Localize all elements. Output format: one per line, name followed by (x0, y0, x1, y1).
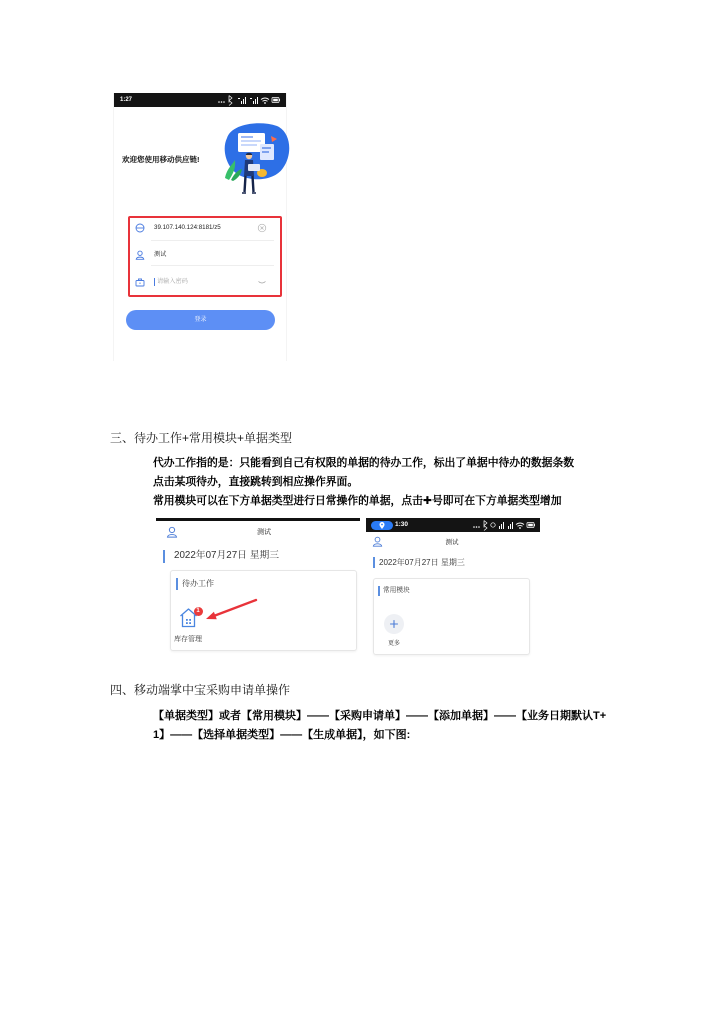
section-3-line-1: 代办工作指的是：只能看到自己有权限的单据的待办工作，标出了单据中待办的数据条数 (153, 457, 575, 469)
server-icon (135, 223, 145, 233)
status-time: 1:27 (120, 97, 133, 103)
clear-icon[interactable] (257, 223, 267, 233)
date-accent-bar (373, 557, 375, 568)
status-time: 1:30 (395, 521, 409, 528)
text-cursor (154, 278, 155, 286)
login-screenshot (113, 93, 287, 361)
date-text: 2022年07月27日 星期三 (174, 550, 280, 561)
location-icon (379, 522, 385, 529)
add-module-button[interactable] (384, 614, 404, 634)
status-bar (114, 93, 286, 107)
todo-screenshot (156, 518, 360, 658)
server-address-input[interactable] (134, 220, 274, 236)
user-icon (135, 250, 145, 260)
status-icons (217, 93, 281, 107)
page-title: 测试 (445, 539, 459, 546)
username-value: 测试 (154, 251, 167, 258)
location-pill (371, 521, 393, 530)
section-4-heading: 四、移动端掌中宝采购申请单操作 (110, 683, 291, 697)
login-button[interactable]: 登录 (126, 310, 275, 330)
username-input[interactable] (134, 247, 274, 263)
section-4-line-2: 1】——【选择单据类型】——【生成单据】，如下图: (153, 729, 411, 741)
password-placeholder: 请输入密码 (157, 278, 188, 285)
more-modules-button[interactable] (380, 612, 412, 652)
welcome-text: 欢迎您使用移动供应链! (122, 155, 200, 164)
modules-card (373, 578, 530, 655)
chevron-down-icon[interactable] (257, 277, 267, 287)
more-label: 更多 (388, 641, 401, 647)
server-address-value: 39.107.140.124:8181/z5 (154, 224, 221, 231)
divider (151, 265, 274, 266)
card-accent-bar (378, 586, 380, 596)
status-bar (366, 518, 540, 532)
todo-item-label: 库存管理 (174, 636, 202, 643)
user-icon[interactable] (372, 536, 383, 547)
section-3-line-2: 点击某项待办，直接跳转到相应操作界面。 (153, 476, 359, 488)
divider (151, 240, 274, 241)
password-input[interactable] (134, 274, 274, 290)
status-icons (472, 518, 536, 532)
card-title: 待办工作 (182, 579, 214, 588)
welcome-illustration (219, 120, 291, 195)
date-text: 2022年07月27日 星期三 (379, 558, 465, 567)
modules-screenshot (366, 518, 540, 660)
todo-count-badge: 1 (194, 607, 203, 616)
section-3-line-3: 常用模块可以在下方单据类型进行日常操作的单据，点击✚号即可在下方单据类型增加 (153, 495, 562, 507)
plus-icon (389, 619, 399, 629)
lock-icon (135, 277, 145, 287)
red-arrow-annotation (156, 518, 360, 658)
section-3-heading: 三、待办工作+常用模块+单据类型 (110, 431, 293, 445)
card-title: 常用模块 (383, 587, 410, 594)
section-4-line-1: 【单据类型】或者【常用模块】——【采购申请单】——【添加单据】——【业务日期默认T+ (153, 710, 607, 722)
page-title: 测试 (257, 529, 271, 536)
